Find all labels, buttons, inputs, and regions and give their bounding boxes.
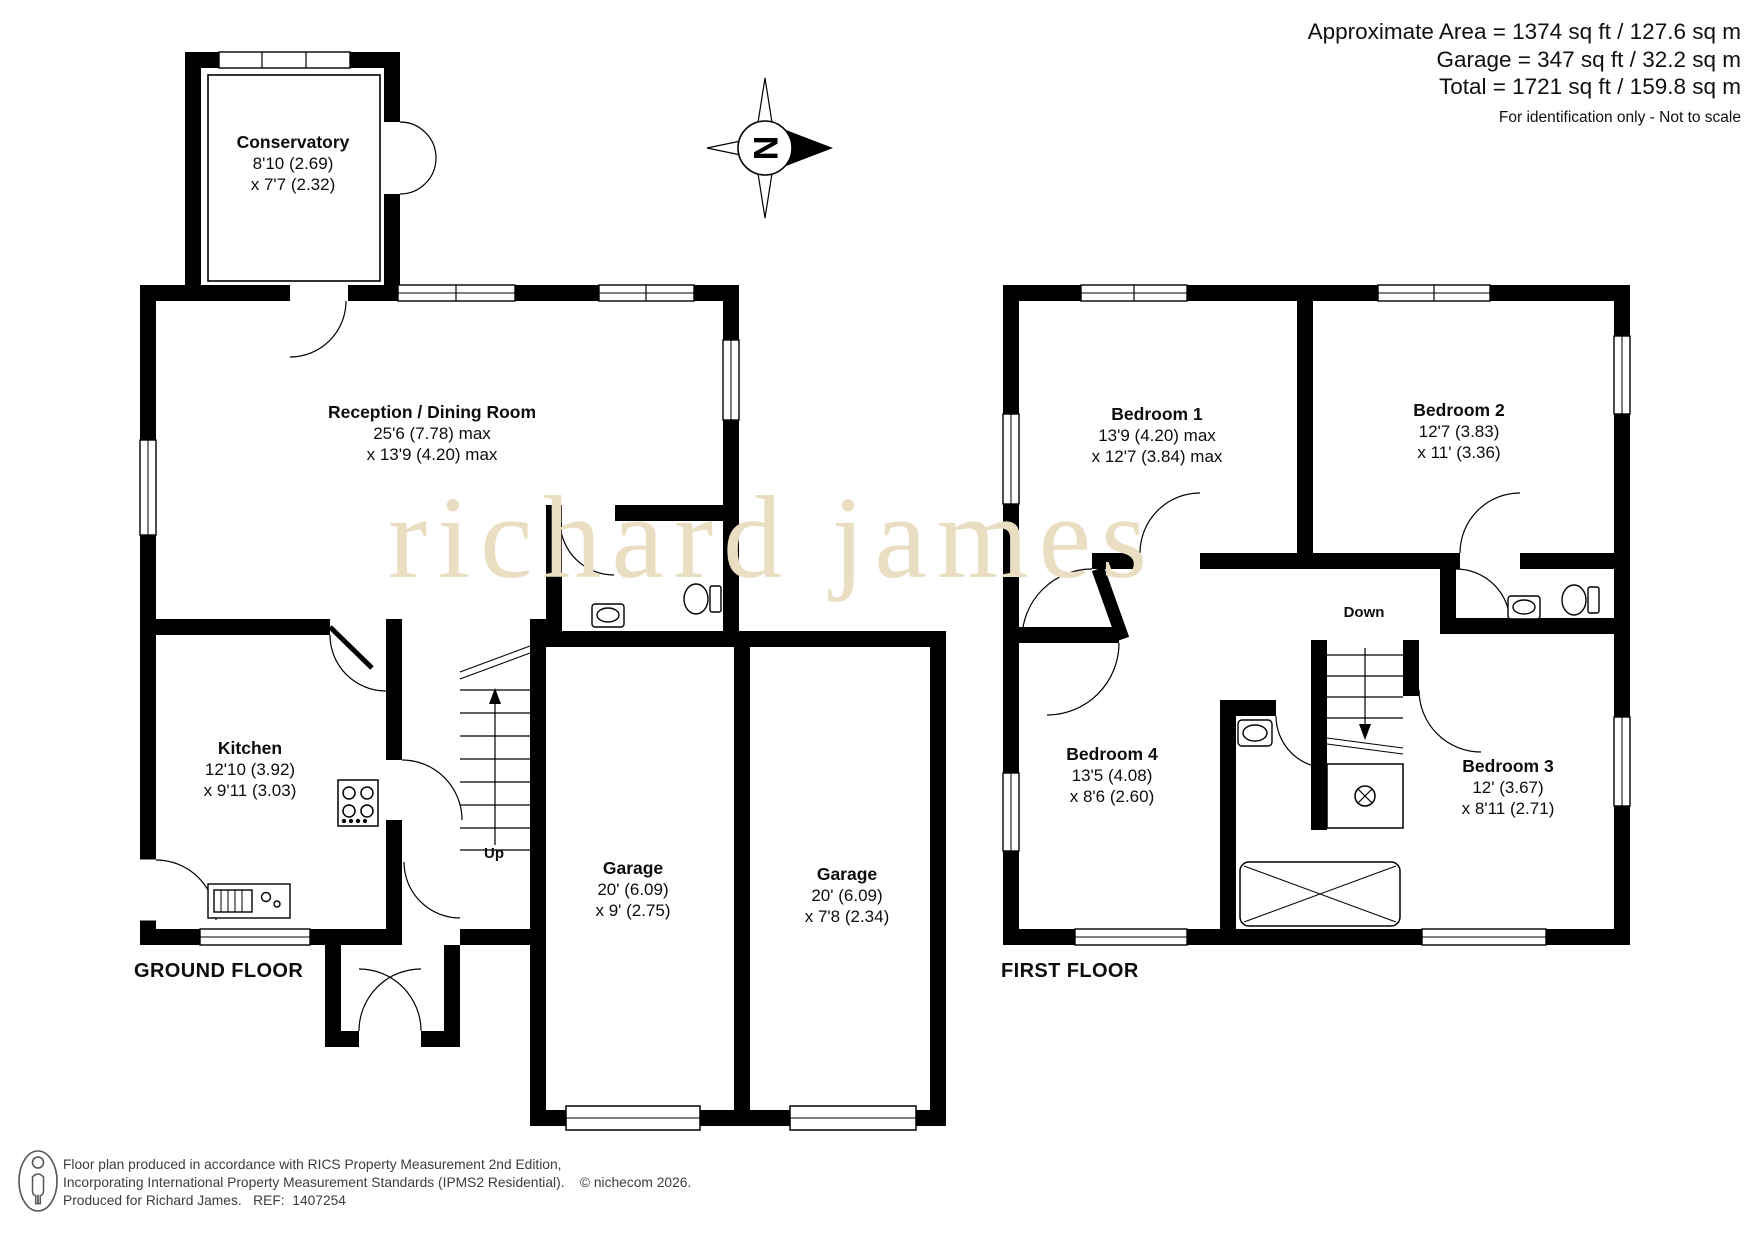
garage-door-icon (566, 1106, 700, 1130)
room-dim: 13'5 (4.08) (1071, 766, 1153, 785)
room-name: Bedroom 4 (1066, 744, 1158, 764)
room-dim: x 7'8 (2.34) (804, 907, 890, 926)
bathroom-basin-icon (1238, 720, 1272, 746)
footer-line2: Incorporating International Property Measurement Standards (IPMS2 Residential). © nichecom 2026. (63, 1174, 692, 1190)
approximate-area-line: Approximate Area = 1374 sq ft / 127.6 sq m (1307, 19, 1741, 44)
stairs-down-icon (1327, 648, 1403, 754)
room-label-bedroom3 (1462, 756, 1555, 819)
stairs-down-label: Down (1343, 604, 1385, 621)
total-area-line: Total = 1721 sq ft / 159.8 sq m (1438, 74, 1741, 99)
room-dim: 20' (6.09) (597, 880, 669, 899)
stairs-up-icon (460, 646, 530, 850)
watermark: richard james (388, 472, 1157, 603)
room-label-bedroom2 (1413, 400, 1504, 463)
side-window2-icon (723, 340, 739, 420)
room-name: Conservatory (236, 132, 350, 152)
conservatory-window-icon (219, 52, 350, 68)
first-floor-plan (1003, 285, 1630, 945)
footer-disclaimer (63, 1156, 691, 1209)
room-label-kitchen (204, 738, 297, 801)
room-name: Kitchen (217, 738, 283, 758)
room-name: Bedroom 3 (1462, 756, 1554, 776)
room-dim: x 7'7 (2.32) (250, 175, 336, 194)
first-floor-title: FIRST FLOOR (1001, 960, 1139, 982)
room-dim: 12'7 (3.83) (1418, 422, 1500, 441)
room-dim: 12' (3.67) (1472, 778, 1544, 797)
person-logo-icon (17, 1149, 59, 1213)
room-dim: x 9'11 (3.03) (203, 781, 297, 800)
room-dim: 20' (6.09) (811, 886, 883, 905)
room-dim: x 12'7 (3.84) max (1091, 447, 1223, 466)
room-label-garage2 (805, 864, 890, 927)
ensuite-toilet-icon (1562, 585, 1599, 615)
room-dim: x 8'6 (2.60) (1069, 787, 1155, 806)
room-name: Bedroom 1 (1111, 404, 1203, 424)
room-dim: 25'6 (7.78) max (373, 424, 491, 443)
ensuite-basin-icon (1508, 596, 1540, 619)
footer-line1: Floor plan produced in accordance with RICS Property Measurement 2nd Edition, (63, 1157, 562, 1172)
room-name: Garage (816, 864, 878, 884)
hob-icon (338, 780, 378, 826)
stairs-up-label: Up (484, 845, 504, 862)
french-door-icon (400, 122, 436, 194)
shower-icon (1327, 764, 1403, 828)
bath-icon (1240, 862, 1400, 926)
room-dim: x 13'9 (4.20) max (366, 445, 498, 464)
room-dim: x 9' (2.75) (595, 901, 671, 920)
room-name: Bedroom 2 (1413, 400, 1505, 420)
disclaimer-line: For identification only - Not to scale (1498, 108, 1741, 126)
room-label-reception (328, 402, 536, 465)
reception-window-icon (398, 285, 515, 301)
garage-area-line: Garage = 347 sq ft / 32.2 sq m (1436, 46, 1741, 72)
room-dim: 13'9 (4.20) max (1098, 426, 1216, 445)
footer-line3: Produced for Richard James. REF: 1407254 (63, 1192, 346, 1208)
room-label-bedroom4 (1066, 744, 1157, 807)
compass-north-label: N (746, 135, 784, 161)
side-window-icon (140, 440, 156, 535)
room-label-conservatory (237, 132, 350, 195)
bedroom1-window-icon (1081, 285, 1187, 301)
bedroom2-window-icon (1378, 285, 1490, 301)
room-dim: 12'10 (3.92) (204, 760, 296, 779)
room-name: Garage (602, 858, 664, 878)
room-dim: x 11' (3.36) (1417, 443, 1501, 462)
kitchen-window-icon (200, 929, 310, 945)
room-label-garage1 (595, 858, 670, 921)
room-dim: x 8'11 (2.71) (1461, 799, 1555, 818)
basin-icon (592, 604, 624, 627)
area-summary (1308, 18, 1741, 131)
room-dim: 8'10 (2.69) (252, 154, 334, 173)
reception-window2-icon (599, 285, 694, 301)
kitchen-sink-icon (208, 884, 290, 918)
compass-icon (707, 78, 833, 218)
room-name: Reception / Dining Room (327, 402, 537, 422)
ground-floor-title: GROUND FLOOR (134, 960, 304, 982)
room-label-bedroom1 (1092, 404, 1223, 467)
garage-door2-icon (790, 1106, 916, 1130)
